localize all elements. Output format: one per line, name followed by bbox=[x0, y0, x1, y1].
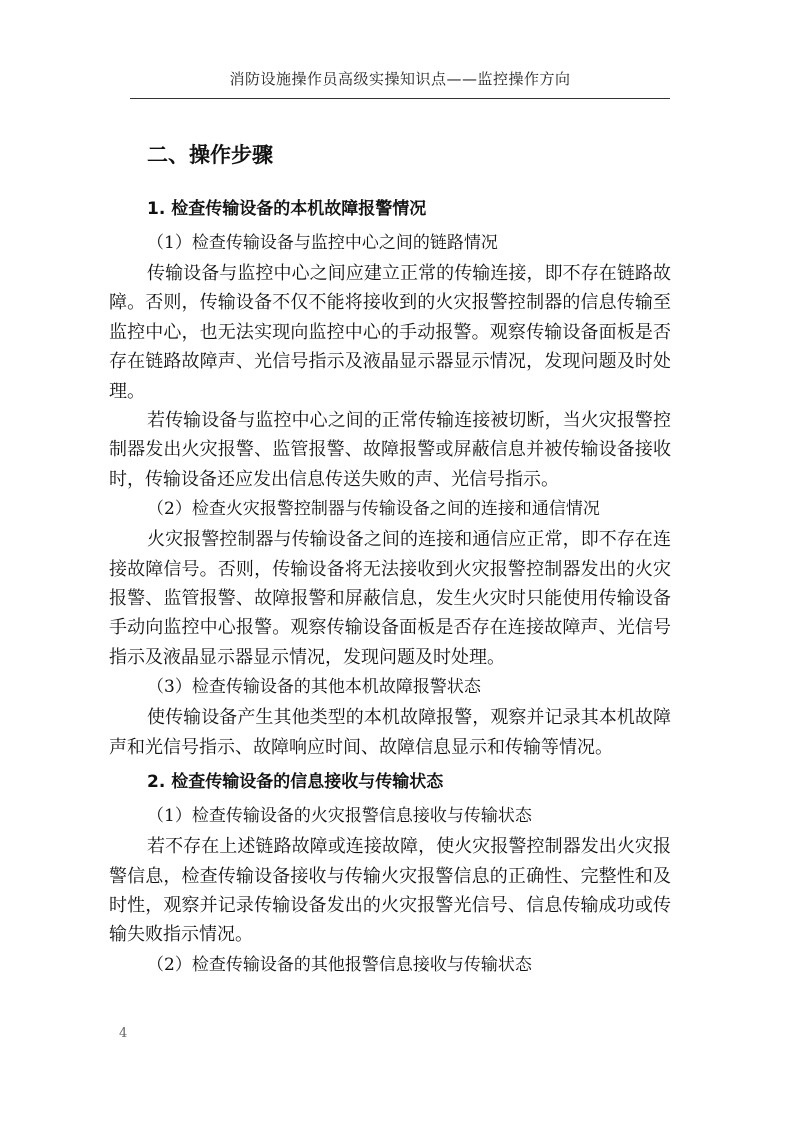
item-title-1-2: （2）检查火灾报警控制器与传输设备之间的连接和通信情况 bbox=[147, 499, 600, 520]
paragraph-2-1-a: 若不存在上述链路故障或连接故障，使火灾报警控制器发出火灾报警信息，检查传输设备接收与传输火灾报警信息的正确性、完整性和及时性，观察并记录传输设备发出的火灾报警光信号、信息传输成功或传输失败指示情况。 bbox=[109, 836, 671, 946]
item-title-2-2: （2）检查传输设备的其他报警信息接收与传输状态 bbox=[147, 954, 532, 975]
paragraph-1-3-a: 使传输设备产生其他类型的本机故障报警，观察并记录其本机故障声和光信号指示、故障响应时间、故障信息显示和传输等情况。 bbox=[109, 707, 671, 758]
running-header: 消防设施操作员高级实操知识点——监控操作方向 bbox=[229, 70, 571, 88]
subsection-title-2: 2. 检查传输设备的信息接收与传输状态 bbox=[147, 772, 444, 793]
page-body bbox=[109, 137, 671, 981]
paragraph-1-1-b: 若传输设备与监控中心之间的正常传输连接被切断，当火灾报警控制器发出火灾报警、监管报警、故障报警或屏蔽信息并被传输设备接收时，传输设备还应发出信息传送失败的声、光信号指示。 bbox=[109, 410, 671, 490]
subsection-title-1: 1. 检查传输设备的本机故障报警情况 bbox=[147, 199, 427, 219]
section-title: 二、操作步骤 bbox=[147, 143, 273, 167]
item-title-2-1: （1）检查传输设备的火灾报警信息接收与传输状态 bbox=[147, 806, 532, 827]
paragraph-1-2-a: 火灾报警控制器与传输设备之间的连接和通信应正常，即不存在连接故障信号。否则，传输设备将无法接收到火灾报警控制器发出的火灾报警、监管报警、故障报警和屏蔽信息，发生火灾时只能使用传输设备手动向监控中心报警。观察传输设备面板是否存在连接故障声、光信号指示及液晶显示器显示情况，发现问题及时处理。 bbox=[109, 529, 671, 668]
paragraph-1-1-a: 传输设备与监控中心之间应建立正常的传输连接，即不存在链路故障。否则，传输设备不仅不能将接收到的火灾报警控制器的信息传输至监控中心，也无法实现向监控中心的手动报警。观察传输设备面板是否存在链路故障声、光信号指示及液晶显示器显示情况，发现问题及时处理。 bbox=[109, 263, 671, 402]
item-title-1-1: （1）检查传输设备与监控中心之间的链路情况 bbox=[147, 233, 498, 253]
page-number: 4 bbox=[119, 1026, 128, 1041]
item-title-1-3: （3）检查传输设备的其他本机故障报警状态 bbox=[147, 677, 481, 698]
header-divider bbox=[130, 98, 670, 99]
